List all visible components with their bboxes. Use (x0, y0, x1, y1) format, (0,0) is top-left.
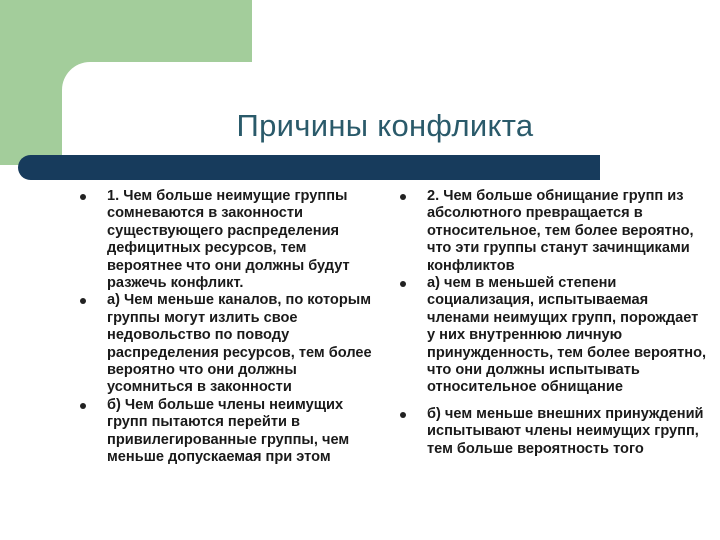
list-item (80, 292, 380, 396)
list-item (400, 275, 710, 397)
list-item-text: б) чем меньше внешних принуждений испытывают члены неимущих групп, тем больше вероятность того (427, 405, 704, 457)
list-item-text: 1. Чем больше неимущие группы сомневаются в законности существующего распределения дефицитных ресурсов, тем вероятнее что они должны будут разжечь конфликт. (107, 188, 350, 292)
bullet-icon (400, 412, 406, 418)
list-item (400, 188, 710, 275)
bullet-icon (80, 194, 86, 200)
bullet-icon (80, 403, 86, 409)
slide-title: Причины конфликта (236, 108, 534, 143)
list-item (80, 397, 380, 467)
right-bullet-list (400, 188, 710, 458)
list-item (80, 188, 380, 292)
title-underline-bar (18, 155, 600, 180)
left-bullet-list (80, 188, 380, 467)
list-item-text: а) Чем меньше каналов, по которым группы могут излить свое недовольство по поводу распределения ресурсов, тем более вероятно что они должны усомниться в законности (107, 292, 372, 396)
list-item-text: а) чем в меньшей степени социализация, испытываемая членами неимущих групп, порождает у них внутреннюю личную принужденность, тем более вероятно, что они должны испытывать относительное обнищание (427, 275, 707, 396)
bullet-icon (80, 298, 86, 304)
bullet-icon (400, 194, 406, 200)
list-item-text: б) Чем больше члены неимущих групп пытаются перейти в привилегированные группы, чем меньше допускаемая при этом (107, 396, 350, 466)
list-item (400, 406, 710, 458)
list-item-text: 2. Чем больше обнищание групп из абсолютного превращается в относительное, тем более вероятно, что эти группы станут зачинщиками конфликтов (427, 188, 694, 274)
bullet-icon (400, 281, 406, 287)
